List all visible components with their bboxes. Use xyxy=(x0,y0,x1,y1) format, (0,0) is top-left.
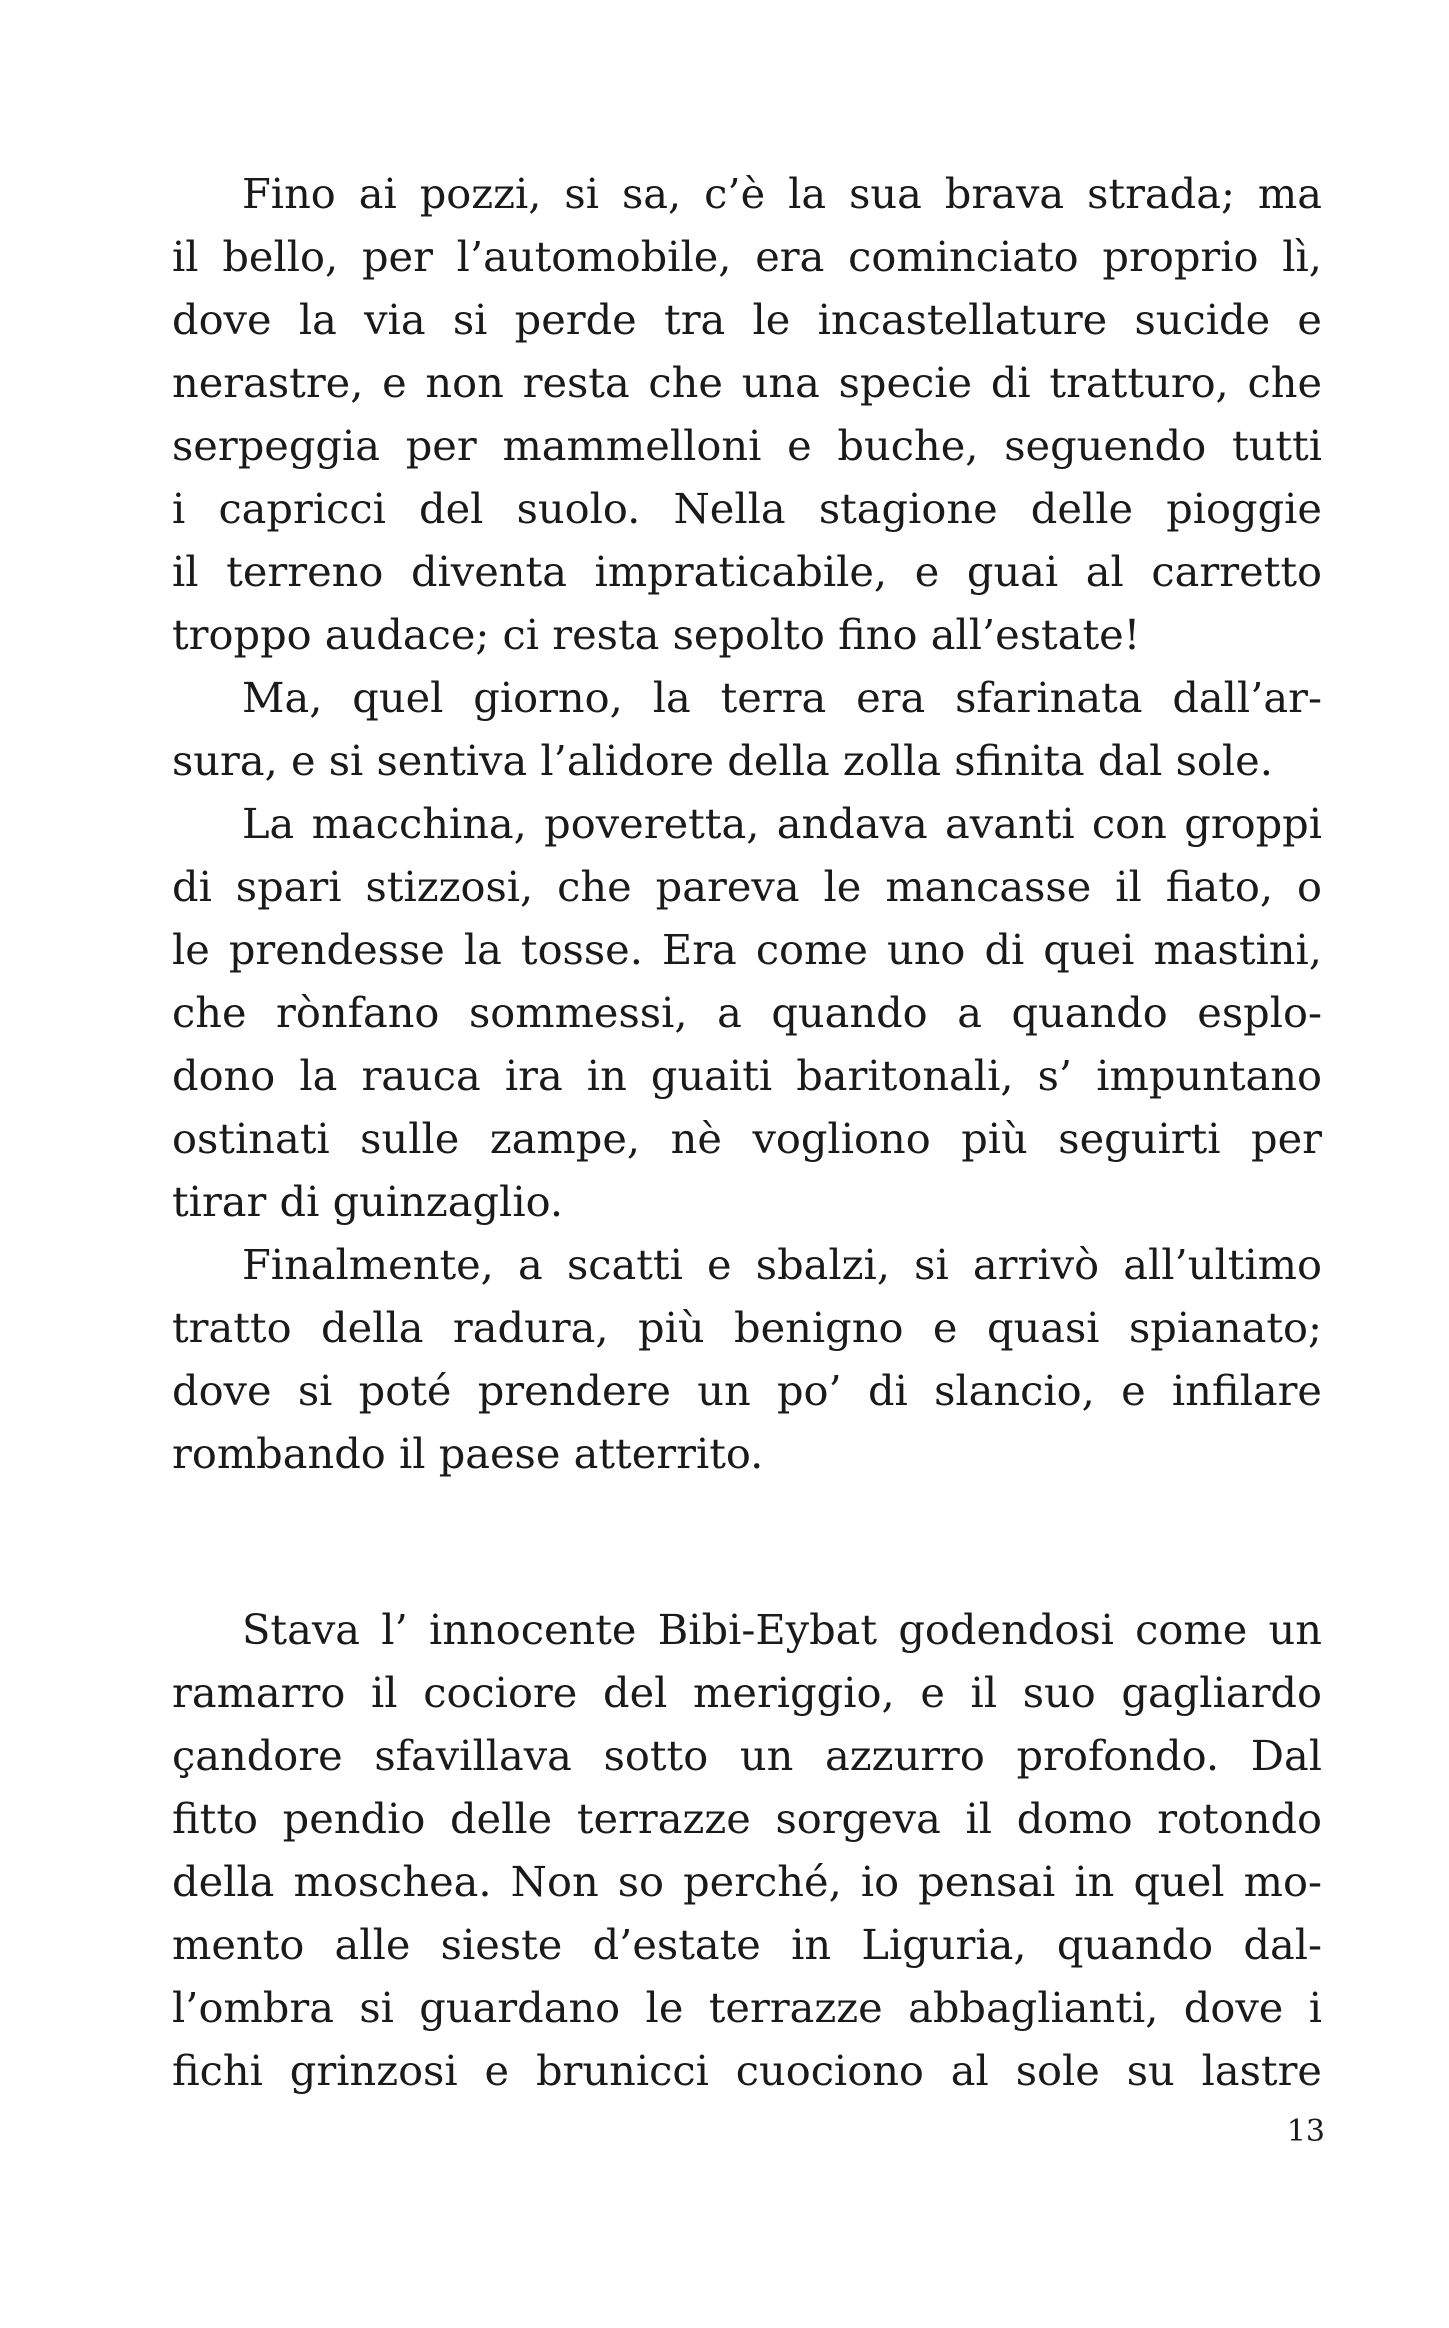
text-line: che rònfano sommessi, a quando a quando esplo- xyxy=(172,988,1322,1037)
text-line: dono la rauca ira in guaiti baritonali, s’ impuntano xyxy=(172,1051,1322,1100)
text-line: fichi grinzosi e brunicci cuociono al sole su lastre xyxy=(172,2046,1322,2095)
text-line: tirar di guinzaglio. xyxy=(172,1177,564,1226)
text-line: ostinati sulle zampe, nè vogliono più seguirti per xyxy=(172,1114,1322,1163)
text-section-main xyxy=(172,162,1322,1485)
text-line: Finalmente, a scatti e sbalzi, si arrivò all’ultimo xyxy=(242,1240,1322,1289)
text-line: serpeggia per mammelloni e buche, seguendo tutti xyxy=(172,421,1322,470)
text-section-second xyxy=(172,1598,1322,2102)
text-line: fitto pendio delle terrazze sorgeva il domo rotondo xyxy=(172,1794,1322,1843)
text-line: çandore sfavillava sotto un azzurro profondo. Dal xyxy=(172,1731,1322,1780)
text-line: il bello, per l’automobile, era cominciato proprio lì, xyxy=(172,232,1322,281)
text-line: Ma, quel giorno, la terra era sfarinata dall’ar- xyxy=(242,673,1322,722)
text-line: troppo audace; ci resta sepolto fino all’estate! xyxy=(172,610,1141,659)
text-line: Stava l’ innocente Bibi-Eybat godendosi come un xyxy=(242,1605,1322,1654)
text-line: i capricci del suolo. Nella stagione delle pioggie xyxy=(172,484,1322,533)
text-line: sura, e si sentiva l’alidore della zolla sfinita dal sole. xyxy=(172,736,1273,785)
text-line: mento alle sieste d’estate in Liguria, quando dal- xyxy=(172,1920,1322,1969)
text-line: ramarro il cociore del meriggio, e il suo gagliardo xyxy=(172,1668,1322,1717)
text-line: dove si poté prendere un po’ di slancio, e infilare xyxy=(172,1366,1322,1415)
text-line: di spari stizzosi, che pareva le mancasse il fiato, o xyxy=(172,862,1322,911)
text-line: della moschea. Non so perché, io pensai in quel mo- xyxy=(172,1857,1322,1906)
text-line: dove la via si perde tra le incastellature sucide e xyxy=(172,295,1322,344)
text-line: le prendesse la tosse. Era come uno di quei mastini, xyxy=(172,925,1322,974)
text-line: Fino ai pozzi, si sa, c’è la sua brava strada; ma xyxy=(242,169,1322,218)
text-line: La macchina, poveretta, andava avanti con groppi xyxy=(242,799,1322,848)
text-line: nerastre, e non resta che una specie di tratturo, che xyxy=(172,358,1322,407)
text-line: tratto della radura, più benigno e quasi spianato; xyxy=(172,1303,1322,1352)
page-number: 13 xyxy=(1286,2114,1325,2149)
text-line: il terreno diventa impraticabile, e guai al carretto xyxy=(172,547,1322,596)
text-line: l’ombra si guardano le terrazze abbaglianti, dove i xyxy=(172,1983,1322,2032)
text-line: rombando il paese atterrito. xyxy=(172,1429,764,1478)
